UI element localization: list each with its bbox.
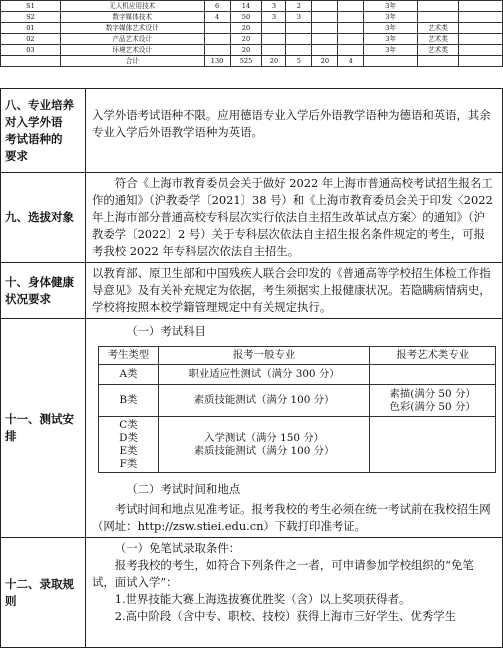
exam-general-cell: 素质技能测试（满分 100 分） (158, 385, 369, 417)
exam-art-cell (370, 365, 496, 385)
exam-general-cell: 入学测试（满分 150 分） 素质技能测试（满分 100 分） (158, 417, 369, 473)
label-line: 十二、录取规 (5, 576, 74, 591)
section-10-text: 以教育部、原卫生部和中国残疾人联合会印发的《普通高等学校招生体检工作指导意见》及有关补充规定为依据，考生须据实上报健康状况。若隐瞒病情病史，学校将按照本校学籍管理规定中有关规定执行。 (92, 266, 491, 314)
enrollment-cell: 20 (230, 45, 262, 56)
enrollment-row (1, 1, 503, 12)
section-8-text: 入学外语考试语种不限。应用德语专业入学后外语教学语种为德语和英语，其余专业入学后外语教学语种为英语。 (92, 108, 491, 139)
enrollment-cell: 130 (204, 56, 230, 67)
section-9-label (1, 173, 86, 263)
exam-time-heading: （二）考试时间和地点 (126, 482, 241, 496)
exam-art-cell (370, 417, 496, 473)
enrollment-cell (418, 12, 459, 23)
enrollment-cell (338, 12, 364, 23)
enrollment-cell (262, 45, 286, 56)
enrollment-cell: 5 (286, 56, 312, 67)
section-10-row (1, 263, 503, 319)
enrollment-cell (338, 1, 364, 12)
enrollment-row (1, 56, 503, 67)
enrollment-cell: 4 (204, 12, 230, 23)
exam-row (99, 365, 496, 385)
enrollment-cell (312, 23, 338, 34)
exempt-item-2: 2.高中阶段（含中专、职校、技校）获得上海市三好学生、优秀学生 (114, 609, 456, 623)
exam-type-cell: B类 (99, 385, 159, 417)
enrollment-cell (312, 34, 338, 45)
exam-subjects-table (98, 346, 496, 473)
enrollment-cell: 艺术类 (418, 34, 459, 45)
label-line: 八、专业培养 (5, 97, 74, 112)
enrollment-cell (286, 45, 312, 56)
enrollment-cell: 4 (338, 56, 364, 67)
enrollment-cell: 合计 (60, 56, 204, 67)
enrollment-cell (459, 23, 503, 34)
enrollment-cell: 2 (286, 1, 312, 12)
enrollment-cell (338, 45, 364, 56)
enrollment-cell: 3年 (364, 34, 418, 45)
label-line: 对入学外语 (5, 114, 63, 129)
enrollment-row (1, 12, 503, 23)
enrollment-cell: 3 (262, 12, 286, 23)
section-8-row (1, 89, 503, 173)
exam-general-cell: 职业适应性测试（满分 300 分） (158, 365, 369, 385)
enrollment-cell: 20 (312, 56, 338, 67)
exempt-item-1: 1.世界技能大赛上海选拔赛优胜奖（含）以上奖项获得者。 (114, 592, 411, 606)
enrollment-cell: 3 (262, 1, 286, 12)
enrollment-cell: 数字媒体技术 (60, 12, 204, 23)
enrollment-cell: 3 (286, 12, 312, 23)
enrollment-cell: 3年 (364, 1, 418, 12)
section-9-text: 符合《上海市教育委员会关于做好 2022 年上海市普通高校考试招生报名工作的通知》（沪教委学〔2021〕38 号）和《上海市教育委员会关于印发〈2022年上海市部分普通高校专科层次实行依法自主招生改革试点方案〉的通知》（沪教委学〔2022〕2 号）关于专科层次依法自主招生报名条件规定的考生，可报考我校 2022 年专科层次依法自主招生。 (92, 176, 493, 258)
section-12-row (1, 538, 503, 648)
enrollment-cell: 525 (230, 56, 262, 67)
label-line: 九、选拔对象 (5, 210, 74, 224)
exam-row (99, 385, 496, 417)
enrollment-cell: 20 (230, 23, 262, 34)
enrollment-cell: 艺术类 (418, 23, 459, 34)
section-8-body (86, 89, 503, 173)
enrollment-cell (262, 34, 286, 45)
enrollment-cell: 01 (1, 23, 61, 34)
enrollment-cell (286, 23, 312, 34)
enrollment-cell: S2 (1, 12, 61, 23)
section-9-row (1, 173, 503, 263)
label-line: 排 (5, 429, 17, 443)
exam-header-cell: 考生类型 (99, 347, 159, 365)
enrollment-cell: 艺术类 (418, 45, 459, 56)
enrollment-row (1, 34, 503, 45)
enrollment-cell: 环境艺术设计 (60, 45, 204, 56)
label-line: 则 (5, 593, 17, 608)
enrollment-cell (364, 56, 418, 67)
enrollment-cell: 20 (262, 56, 286, 67)
exam-header-cell: 报考艺术类专业 (370, 347, 496, 365)
exam-type-cell: C类 D类 E类 F类 (99, 417, 159, 473)
enrollment-cell (418, 1, 459, 12)
enrollment-row (1, 45, 503, 56)
section-12-body (86, 538, 503, 648)
enrollment-cell: 无人机应用技术 (60, 1, 204, 12)
enrollment-cell (459, 34, 503, 45)
enrollment-cell (312, 12, 338, 23)
section-table (0, 88, 503, 648)
enrollment-cell (459, 1, 503, 12)
section-8-label (1, 89, 86, 173)
enrollment-cell (312, 1, 338, 12)
enrollment-cell: 数字媒体艺术设计 (60, 23, 204, 34)
section-10-body (86, 263, 503, 319)
enrollment-cell (459, 12, 503, 23)
section-9-body (86, 173, 503, 263)
exam-subjects-heading: （一）考试科目 (126, 324, 206, 338)
enrollment-cell: 3年 (364, 12, 418, 23)
enrollment-row (1, 23, 503, 34)
label-line: 考试语种的 (5, 131, 63, 146)
label-line: 十一、测试安 (5, 412, 74, 426)
exam-header-row (99, 347, 496, 365)
enrollment-cell (204, 23, 230, 34)
section-12-label (1, 538, 86, 648)
section-11-body (86, 319, 503, 538)
enrollment-cell (262, 23, 286, 34)
label-line: 十、身体健康 (5, 274, 74, 289)
section-11-label (1, 319, 86, 538)
enrollment-cell: 03 (1, 45, 61, 56)
enrollment-cell (459, 45, 503, 56)
enrollment-cell (312, 45, 338, 56)
label-line: 要求 (5, 148, 28, 163)
exam-time-text: 考试时间和地点见准考证。报考我校的考生必须在统一考试前在我校招生网（网址：http://zsw.stiei.edu.cn）下载打印准考证。 (92, 502, 491, 533)
enrollment-cell (418, 56, 459, 67)
enrollment-cell (459, 56, 503, 67)
enrollment-cell (338, 23, 364, 34)
enrollment-cell (204, 45, 230, 56)
enrollment-cell (204, 34, 230, 45)
enrollment-plan-table (0, 0, 503, 67)
section-11-row (1, 319, 503, 538)
enrollment-cell: 14 (230, 1, 262, 12)
enrollment-cell: S1 (1, 1, 61, 12)
enrollment-cell: 3年 (364, 23, 418, 34)
enrollment-cell (1, 56, 61, 67)
exam-art-cell: 素描(满分 50 分） 色彩(满分 50 分） (370, 385, 496, 417)
section-10-label (1, 263, 86, 319)
enrollment-cell: 6 (204, 1, 230, 12)
enrollment-cell (286, 34, 312, 45)
exam-row (99, 417, 496, 473)
enrollment-cell: 3年 (364, 45, 418, 56)
enrollment-cell: 产品艺术设计 (60, 34, 204, 45)
exempt-heading: （一）免笔试录取条件： (114, 541, 241, 555)
exempt-text: 报考我校的考生，如符合下列条件之一者，可申请参加学校组织的“免笔试，面试入学”： (92, 558, 474, 589)
enrollment-cell: 02 (1, 34, 61, 45)
enrollment-cell (338, 34, 364, 45)
exam-header-cell: 报考一般专业 (158, 347, 369, 365)
enrollment-cell: 20 (230, 34, 262, 45)
exam-type-cell: A类 (99, 365, 159, 385)
enrollment-cell: 50 (230, 12, 262, 23)
label-line: 状况要求 (5, 291, 51, 306)
